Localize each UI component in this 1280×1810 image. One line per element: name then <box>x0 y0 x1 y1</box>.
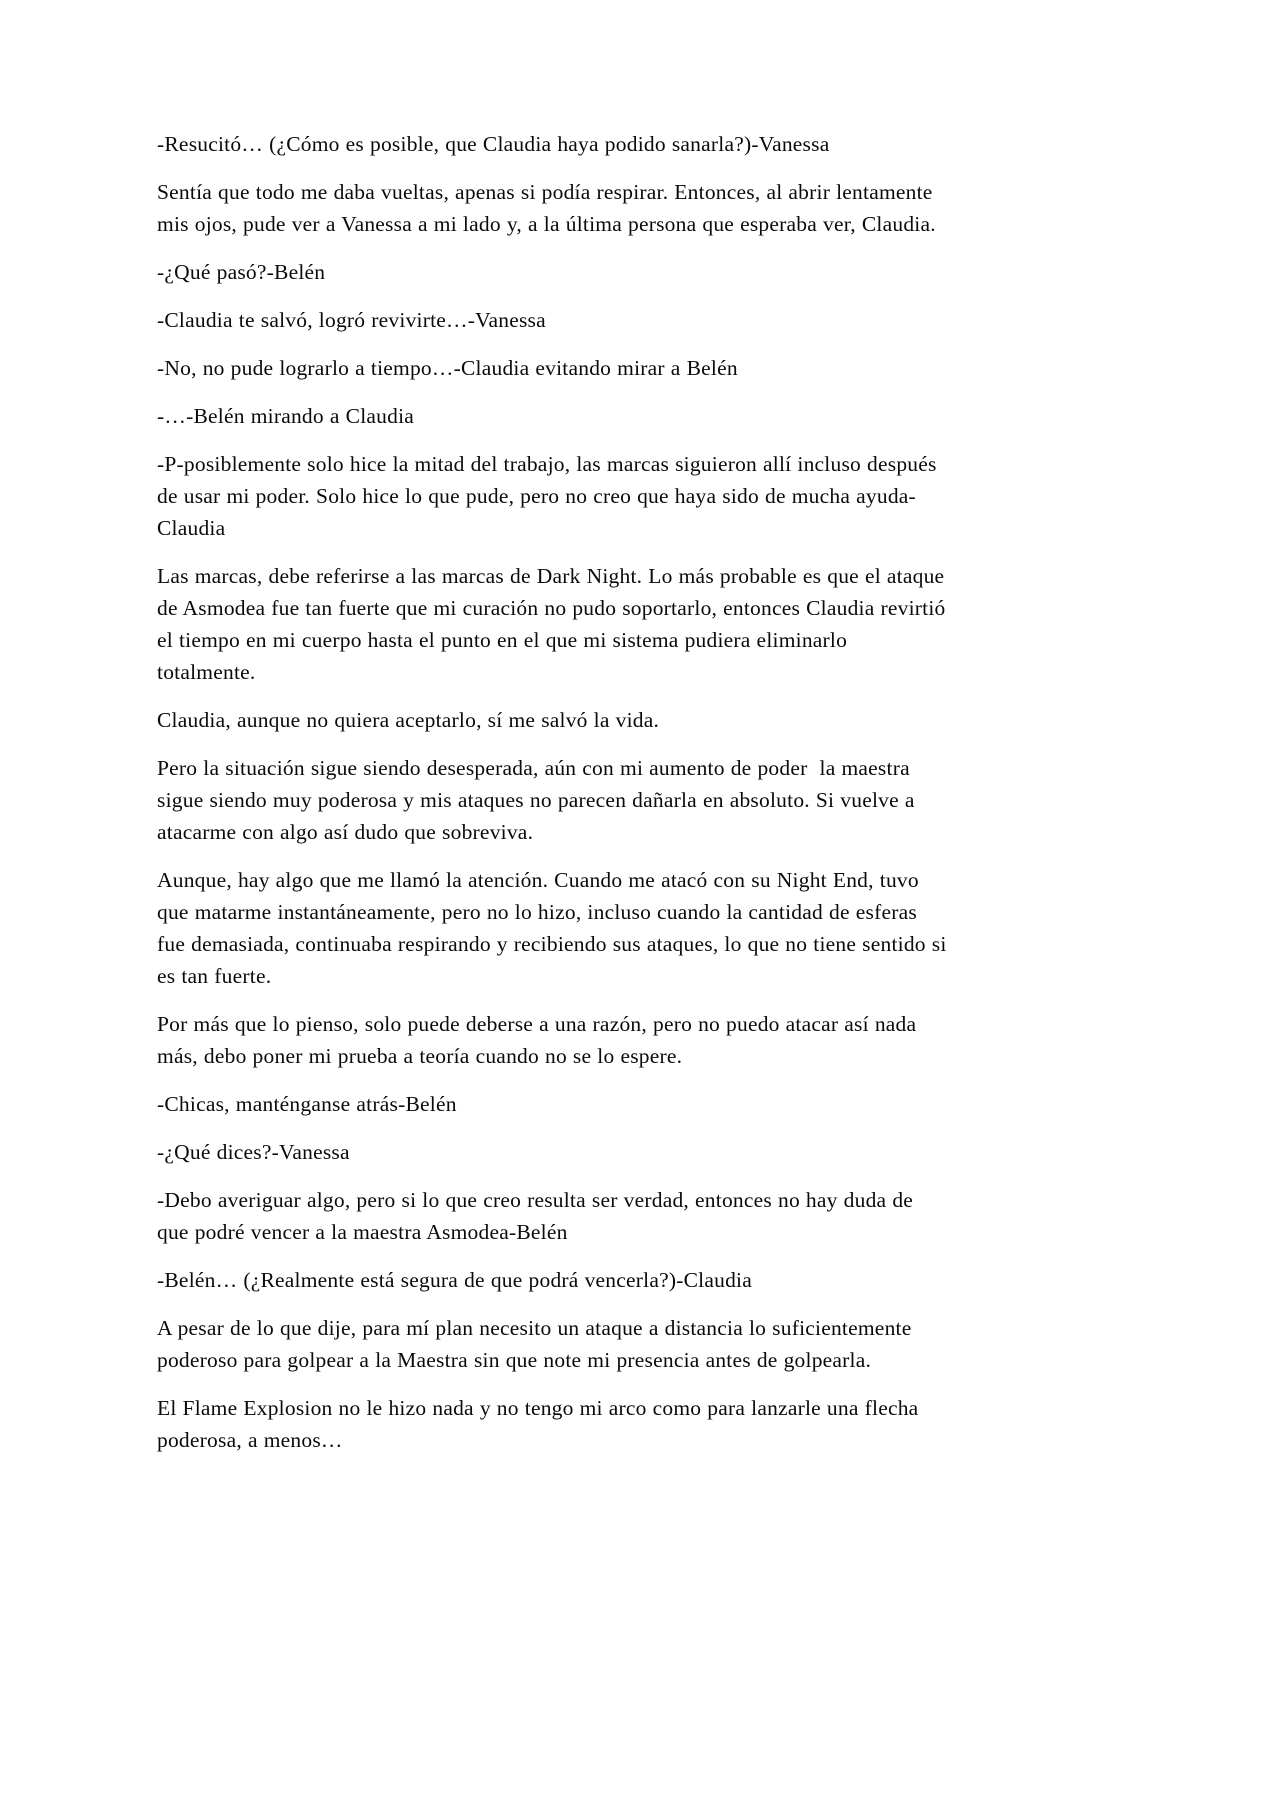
paragraph: -¿Qué dices?-Vanessa <box>157 1140 350 1164</box>
paragraph: A pesar de lo que dije, para mí plan necesito un ataque a distancia lo suficientemente poderoso para golpear a la Maestra sin que note mi presencia antes de golpearla. <box>157 1316 918 1372</box>
paragraph: -…-Belén mirando a Claudia <box>157 404 415 428</box>
paragraph: -Claudia te salvó, logró revivirte…-Vanessa <box>157 308 546 332</box>
paragraph: Claudia, aunque no quiera aceptarlo, sí me salvó la vida. <box>157 708 660 732</box>
paragraph: El Flame Explosion no le hizo nada y no tengo mi arco como para lanzarle una flecha poderosa, a menos… <box>157 1396 925 1452</box>
paragraph: Las marcas, debe referirse a las marcas de Dark Night. Lo más probable es que el ataque de Asmodea fue tan fuerte que mi curación no pudo soportarlo, entonces Claudia revirtió el tiempo en mi cuerpo hasta el punto en el que mi sistema pudiera eliminarlo totalmente. <box>157 564 952 684</box>
paragraph: Por más que lo pienso, solo puede deberse a una razón, pero no puedo atacar así nada más, debo poner mi prueba a teoría cuando no se lo espere. <box>157 1012 923 1068</box>
paragraph: -Chicas, manténganse atrás-Belén <box>157 1092 457 1116</box>
paragraph: -Resucitó… (¿Cómo es posible, que Claudia haya podido sanarla?)-Vanessa <box>157 132 830 156</box>
paragraph: -Belén… (¿Realmente está segura de que podrá vencerla?)-Claudia <box>157 1268 752 1292</box>
paragraph: Sentía que todo me daba vueltas, apenas si podía respirar. Entonces, al abrir lentamente mis ojos, pude ver a Vanessa a mi lado y, a la última persona que esperaba ver, Claudia. <box>157 180 939 236</box>
paragraph: -Debo averiguar algo, pero si lo que creo resulta ser verdad, entonces no hay duda de que podré vencer a la maestra Asmodea-Belén <box>157 1188 920 1244</box>
document-text-body <box>157 128 953 1456</box>
paragraph: Pero la situación sigue siendo desesperada, aún con mi aumento de poder la maestra sigue siendo muy poderosa y mis ataques no parecen dañarla en absoluto. Si vuelve a atacarme con algo así dudo que sobreviva. <box>157 756 921 844</box>
paragraph: -P-posiblemente solo hice la mitad del trabajo, las marcas siguieron allí incluso después de usar mi poder. Solo hice lo que pude, pero no creo que haya sido de mucha ayuda-Claudia <box>157 452 943 540</box>
paragraph: -¿Qué pasó?-Belén <box>157 260 326 284</box>
paragraph: -No, no pude lograrlo a tiempo…-Claudia evitando mirar a Belén <box>157 356 738 380</box>
paragraph: Aunque, hay algo que me llamó la atención. Cuando me atacó con su Night End, tuvo que matarme instantáneamente, pero no lo hizo, incluso cuando la cantidad de esferas fue demasiada, continuaba respirando y recibiendo sus ataques, lo que no tiene sentido si es tan fuerte. <box>157 868 953 988</box>
